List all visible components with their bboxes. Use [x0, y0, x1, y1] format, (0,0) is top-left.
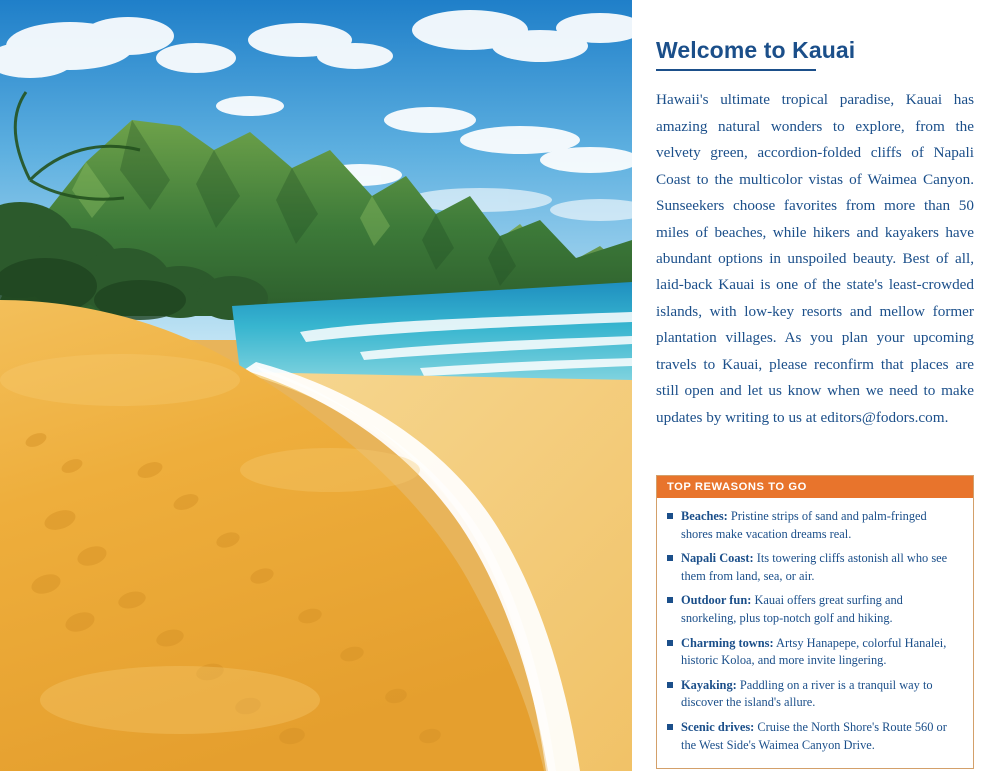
top-reasons-title: TOP REWASONS TO GO [657, 476, 973, 498]
list-item-term: Charming towns: [681, 635, 774, 650]
square-bullet-icon [667, 555, 673, 561]
list-item [667, 677, 961, 712]
list-item-term: Napali Coast: [681, 551, 754, 566]
list-item [667, 592, 961, 627]
square-bullet-icon [667, 682, 673, 688]
article-body: Hawaii's ultimate tropical paradise, Kauai has amazing natural wonders to explore, from the velvety green, accordion-folded cliffs of Napali Coast to the multicolor vistas of Waimea Canyon. Sunseekers choose favorites from more than 50 miles of beaches, while hikers and kayakers have abundant options in unspoiled beauty. Best of all, laid-back Kauai is one of the state's least-crowded islands, with low-key resorts and mellow former plantation villages. As you plan your upcoming travels to Kauai, please reconfirm that places are still open and let us know when we need to make updates by writing to us at editors@fodors.com. [656, 91, 974, 426]
list-item-text: Kauai offers great surfing and snorkeling, plus top-notch golf and hiking. [681, 593, 903, 626]
list-item-term: Beaches: [681, 509, 728, 523]
article-column [632, 0, 1000, 771]
list-item [667, 508, 961, 543]
list-item-text: Artsy Hanapepe, colorful Hanalei, historic Koloa, and more invite lingering. [681, 635, 947, 668]
list-item [667, 719, 961, 754]
square-bullet-icon [667, 640, 673, 646]
square-bullet-icon [667, 597, 673, 603]
square-bullet-icon [667, 513, 673, 519]
list-item [667, 635, 961, 670]
title-underline [656, 69, 816, 71]
top-reasons-list [657, 498, 973, 768]
list-item-text: Paddling on a river is a tranquil way to discover the island's allure. [681, 677, 933, 710]
square-bullet-icon [667, 724, 673, 730]
list-item-term: Scenic drives: [681, 720, 755, 735]
list-item-text: Its towering cliffs astonish all who see them from land, sea, or air. [681, 551, 948, 583]
list-item-text: Pristine strips of sand and palm-fringed shores make vacation dreams real. [681, 509, 927, 541]
page-title: Welcome to Kauai [656, 37, 856, 63]
list-item [667, 550, 961, 585]
top-reasons-box [656, 475, 974, 769]
list-item-term: Kayaking: [681, 677, 737, 692]
list-item-term: Outdoor fun: [681, 593, 752, 608]
list-item-text: Cruise the North Shore's Route 560 or the West Side's Waimea Canyon Drive. [681, 720, 947, 752]
